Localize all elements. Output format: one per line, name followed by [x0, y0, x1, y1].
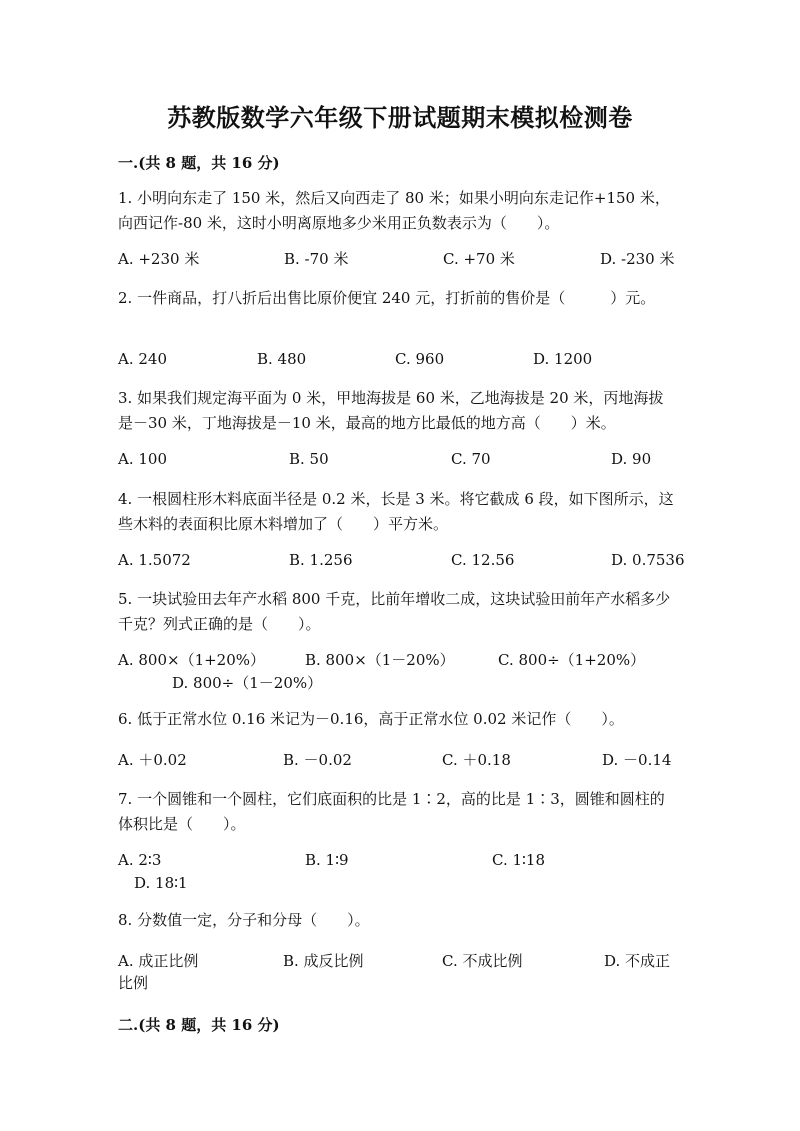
question-2-option-c[interactable]: C. 960 — [395, 350, 445, 368]
question-4-option-a[interactable]: A. 1.5072 — [118, 551, 191, 569]
question-1-option-b[interactable]: B. -70 米 — [284, 250, 349, 268]
question-4-text: 4. 一根圆柱形木料底面半径是 0.2 米，长是 3 米。将它截成 6 段，如下图所示，这些木料的表面积比原木料增加了（ ）平方米。 — [118, 490, 674, 533]
question-5-text: 5. 一块试验田去年产水稻 800 千克，比前年增收二成，这块试验田前年产水稻多少千克？列式正确的是（ ）。 — [118, 590, 671, 633]
question-2-option-b[interactable]: B. 480 — [257, 350, 307, 368]
question-1-option-a[interactable]: A. +230 米 — [118, 250, 200, 268]
question-3-text: 3. 如果我们规定海平面为 0 米，甲地海拔是 60 米，乙地海拔是 20 米，丙地海拔是－30 米，丁地海拔是－10 米，最高的地方比最低的地方高（ ）米。 — [118, 389, 664, 432]
question-8-option-b[interactable]: B. 成反比例 — [283, 952, 364, 970]
question-5-option-c[interactable]: C. 800÷（1+20%） — [498, 651, 646, 669]
question-4-option-c[interactable]: C. 12.56 — [451, 551, 515, 569]
question-6-text: 6. 低于正常水位 0.16 米记为－0.16，高于正常水位 0.02 米记作（ ）。 — [118, 710, 624, 728]
question-8-text: 8. 分数值一定，分子和分母（ ）。 — [118, 911, 370, 929]
question-7-option-d[interactable]: D. 18∶1 — [134, 874, 188, 892]
question-7-option-b[interactable]: B. 1∶9 — [305, 851, 349, 869]
question-2-option-d[interactable]: D. 1200 — [533, 350, 593, 368]
question-1-text: 1. 小明向东走了 150 米，然后又向西走了 80 米；如果小明向东走记作+150 米，向西记作-80 米，这时小明离原地多少米用正负数表示为（ ）。 — [118, 189, 670, 232]
question-6-option-d[interactable]: D. －0.14 — [602, 751, 672, 769]
question-7-text: 7. 一个圆锥和一个圆柱，它们底面积的比是 1∶2，高的比是 1∶3，圆锥和圆柱的体积比是（ ）。 — [118, 790, 665, 833]
page-title: 苏教版数学六年级下册试题期末模拟检测卷 — [167, 103, 633, 132]
question-5-option-d[interactable]: D. 800÷（1－20%） — [172, 674, 323, 692]
question-2-text: 2. 一件商品，打八折后出售比原价便宜 240 元，打折前的售价是（ ）元。 — [118, 289, 656, 307]
question-5-option-b[interactable]: B. 800×（1－20%） — [305, 651, 455, 669]
question-1-option-c[interactable]: C. +70 米 — [443, 250, 515, 268]
question-4-option-b[interactable]: B. 1.256 — [289, 551, 353, 569]
question-3-option-b[interactable]: B. 50 — [289, 450, 329, 468]
question-3-option-a[interactable]: A. 100 — [118, 450, 167, 468]
question-3-option-c[interactable]: C. 70 — [451, 450, 491, 468]
question-6-option-a[interactable]: A. ＋0.02 — [118, 751, 187, 769]
question-3-option-d[interactable]: D. 90 — [611, 450, 652, 468]
section-heading-1: 一.(共 8 题，共 16 分) — [118, 154, 280, 172]
question-4-option-d[interactable]: D. 0.7536 — [611, 551, 685, 569]
question-6-option-c[interactable]: C. ＋0.18 — [442, 751, 511, 769]
question-7-option-a[interactable]: A. 2∶3 — [118, 851, 162, 869]
question-8-option-a[interactable]: A. 成正比例 — [118, 952, 199, 970]
question-5-option-a[interactable]: A. 800×（1+20%） — [118, 651, 266, 669]
question-8-option-c[interactable]: C. 不成比例 — [442, 952, 523, 970]
question-7-option-c[interactable]: C. 1∶18 — [492, 851, 546, 869]
question-2-option-a[interactable]: A. 240 — [118, 350, 167, 368]
question-1-option-d[interactable]: D. -230 米 — [600, 250, 675, 268]
question-8-option-d[interactable]: D. 不成正比例 — [118, 952, 671, 992]
section-heading-2: 二.(共 8 题，共 16 分) — [118, 1016, 280, 1034]
question-6-option-b[interactable]: B. －0.02 — [283, 751, 352, 769]
